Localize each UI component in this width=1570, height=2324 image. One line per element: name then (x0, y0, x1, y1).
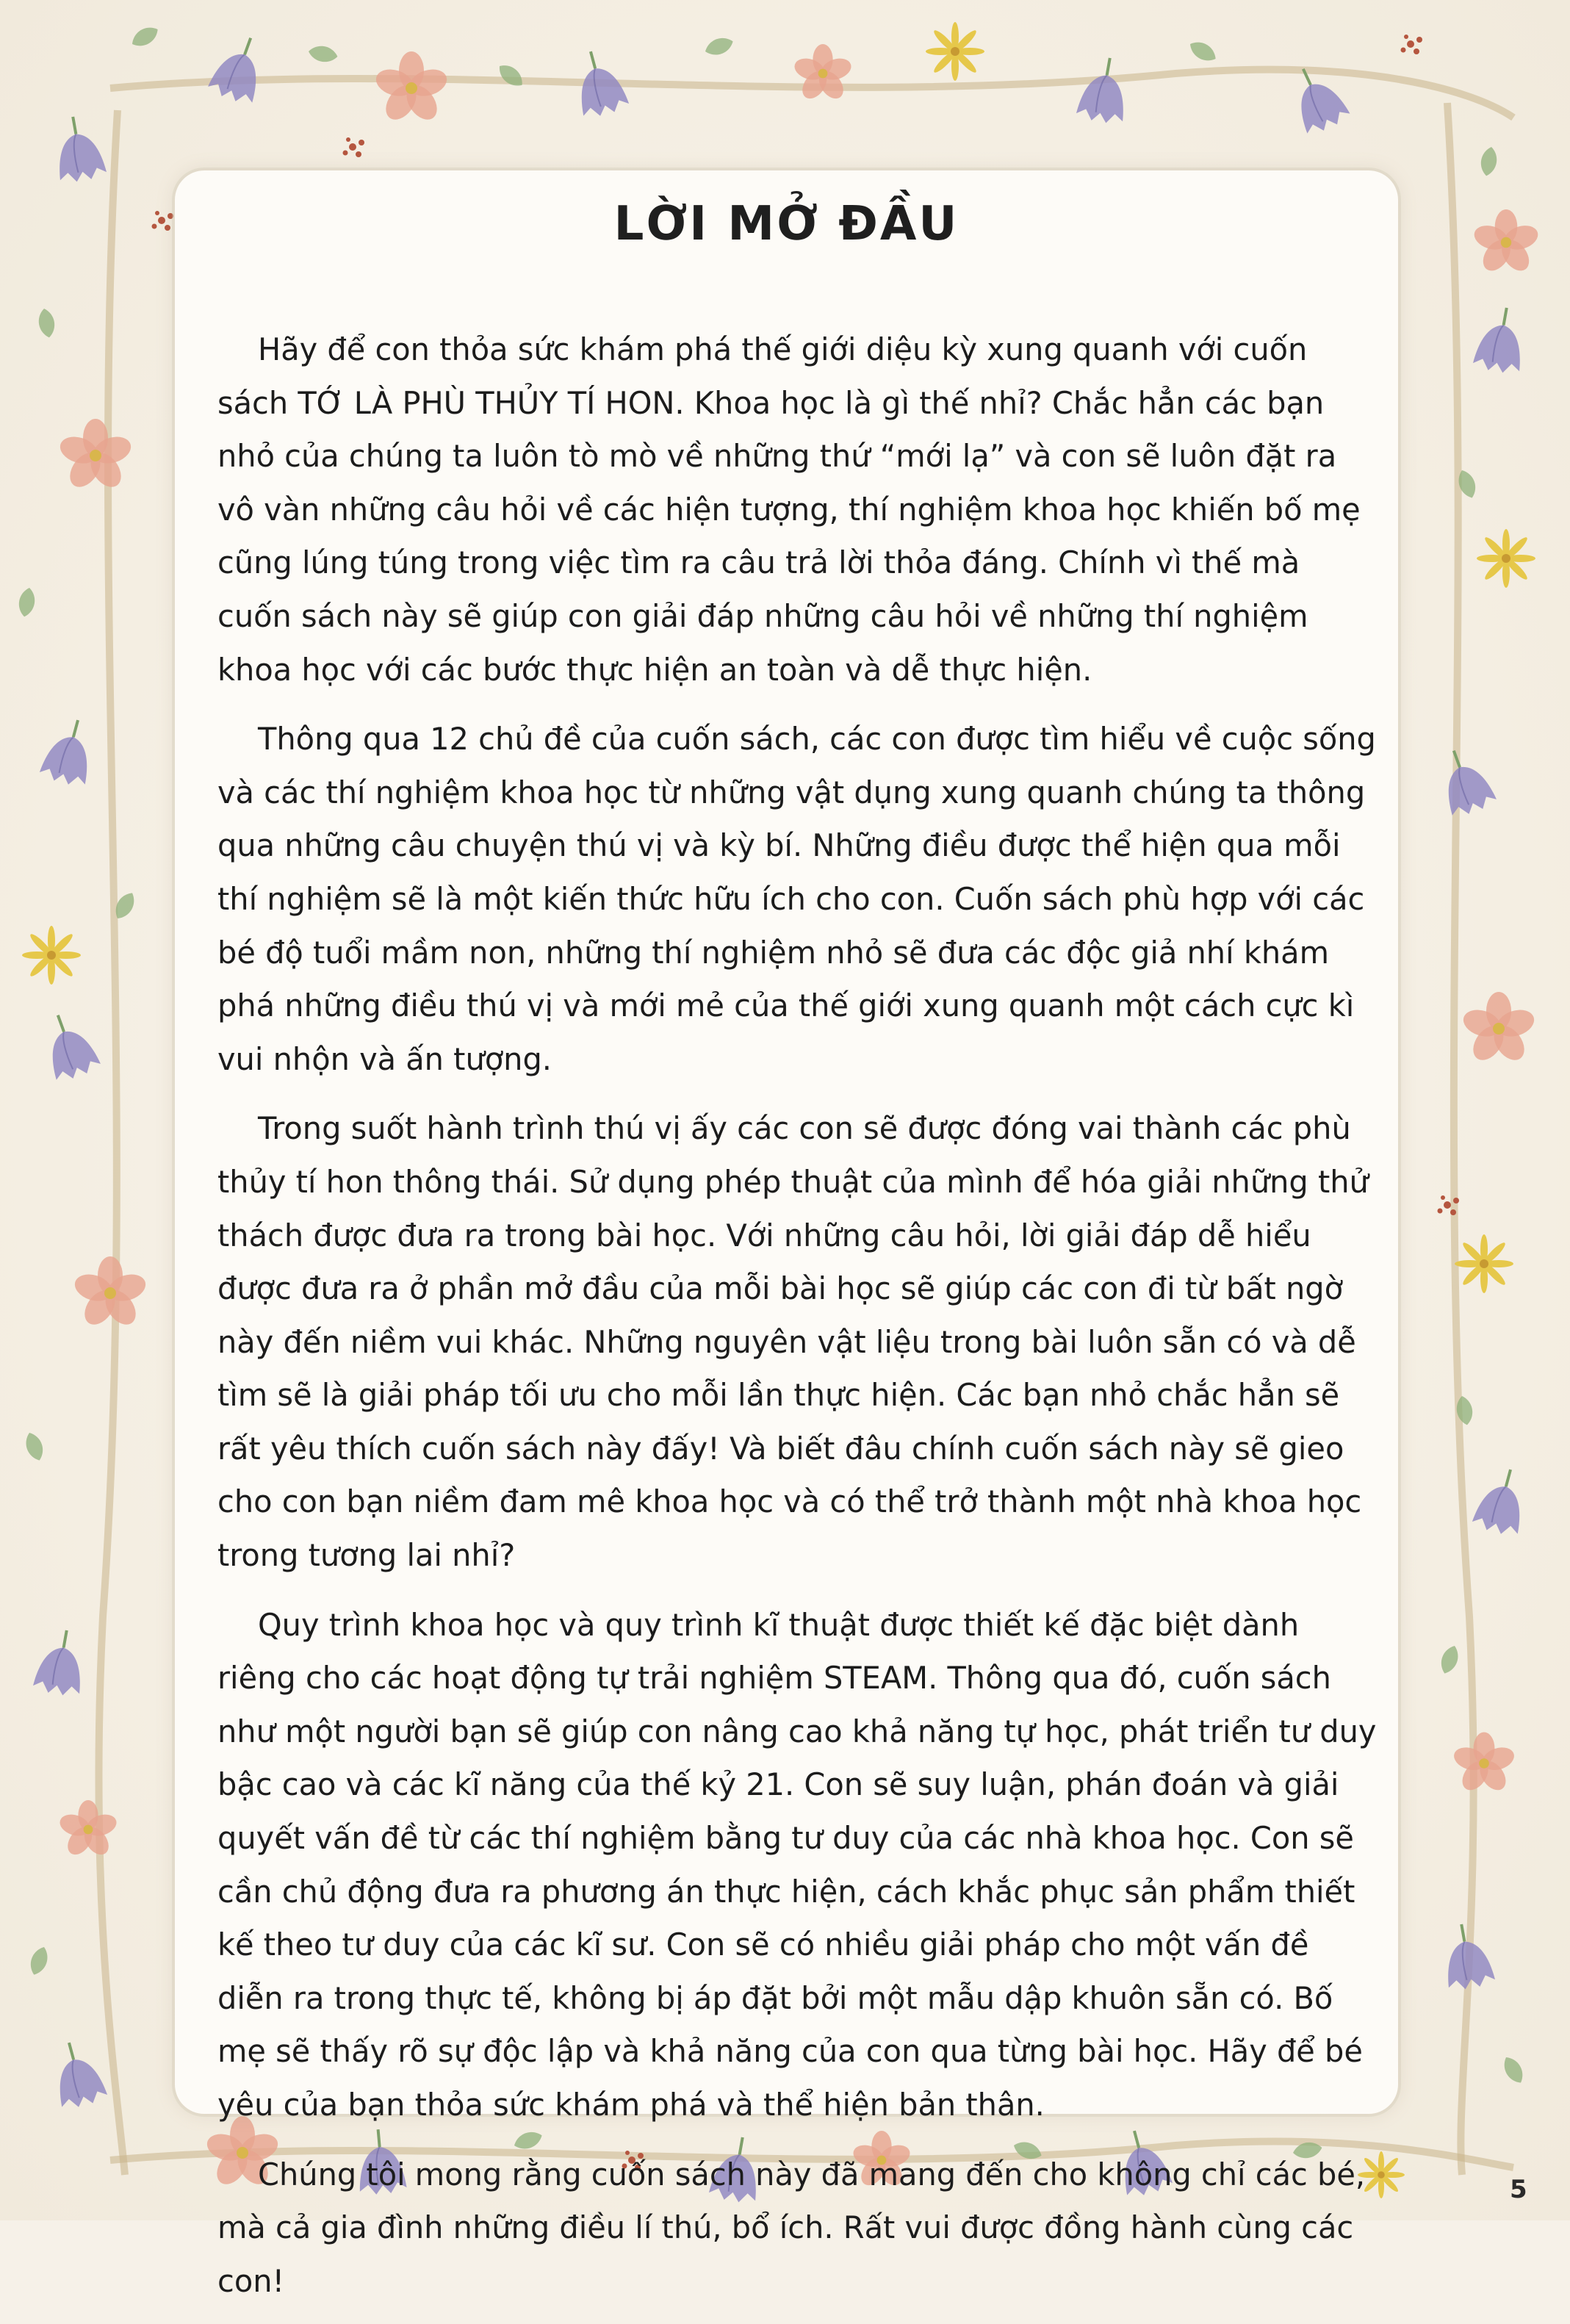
page-title: LỜI MỞ ĐẦU (613, 197, 959, 251)
page-number: 5 (1510, 2175, 1527, 2204)
paragraph-2: Thông qua 12 chủ đề của cuốn sách, các con được tìm hiểu về cuộc sống và các thí nghiệm khoa học từ những vật dụng xung quanh chúng ta thông qua những câu chuyện thú vị và kỳ bí. Những điều được thể hiện qua mỗi thí nghiệm sẽ là một kiến thức hữu ích cho con. Cuốn sách phù hợp với các bé độ tuổi mầm non, những thí nghiệm nhỏ sẽ đưa các độc giả nhí khám phá những điều thú vị và mới mẻ của thế giới xung quanh một cách cực kì vui nhộn và ấn tượng. (217, 721, 1376, 1077)
paragraph-1: Hãy để con thỏa sức khám phá thế giới diệu kỳ xung quanh với cuốn sách TỚ LÀ PHÙ THỦY TÍ HON. Khoa học là gì thế nhỉ? Chắc hẳn các bạn nhỏ của chúng ta luôn tò mò về những thứ “mới lạ” và con sẽ luôn đặt ra vô vàn những câu hỏi về các hiện tượng, thí nghiệm khoa học khiến bố mẹ cũng lúng túng trong việc tìm ra câu trả lời thỏa đáng. Chính vì thế mà cuốn sách này sẽ giúp con giải đáp những câu hỏi về những thí nghiệm khoa học với các bước thực hiện an toàn và dễ thực hiện. (217, 331, 1361, 688)
paragraph-3: Trong suốt hành trình thú vị ấy các con sẽ được đóng vai thành các phù thủy tí hon thông thái. Sử dụng phép thuật của mình để hóa giải những thử thách được đưa ra trong bài học. Với những câu hỏi, lời giải đáp dễ hiểu được đưa ra ở phần mở đầu của mỗi bài học sẽ giúp các con đi từ bất ngờ này đến niềm vui khác. Những nguyên vật liệu trong bài luôn sẵn có và dễ tìm sẽ là giải pháp tối ưu cho mỗi lần thực hiện. Các bạn nhỏ chắc hẳn sẽ rất yêu thích cuốn sách này đấy! Và biết đâu chính cuốn sách này sẽ gieo cho con bạn niềm đam mê khoa học và có thể trở thành một nhà khoa học trong tương lai nhỉ? (217, 1110, 1369, 1574)
paragraph-5: Chúng tôi mong rằng cuốn sách này đã mang đến cho không chỉ các bé, mà cả gia đình những điều lí thú, bổ ích. Rất vui được đồng hành cùng các con! (217, 2156, 1366, 2299)
paragraph-4: Quy trình khoa học và quy trình kĩ thuật được thiết kế đặc biệt dành riêng cho các hoạt động tự trải nghiệm STEAM. Thông qua đó, cuốn sách như một người bạn sẽ giúp con nâng cao khả năng tự học, phát triển tư duy bậc cao và các kĩ năng của thế kỷ 21. Con sẽ suy luận, phán đoán và giải quyết vấn đề từ các thí nghiệm bằng tư duy của các nhà khoa học. Con sẽ cần chủ động đưa ra phương án thực hiện, cách khắc phục sản phẩm thiết kế theo tư duy của các kĩ sư. Con sẽ có nhiều giải pháp cho một vấn đề diễn ra trong thực tế, không bị áp đặt bởi một mẫu dập khuôn sẵn có. Bố mẹ sẽ thấy rõ sự độc lập và khả năng của con qua từng bài học. Hãy để bé yêu của bạn thỏa sức khám phá và thể hiện bản thân. (217, 1606, 1377, 2123)
intro-body (217, 323, 1382, 2324)
